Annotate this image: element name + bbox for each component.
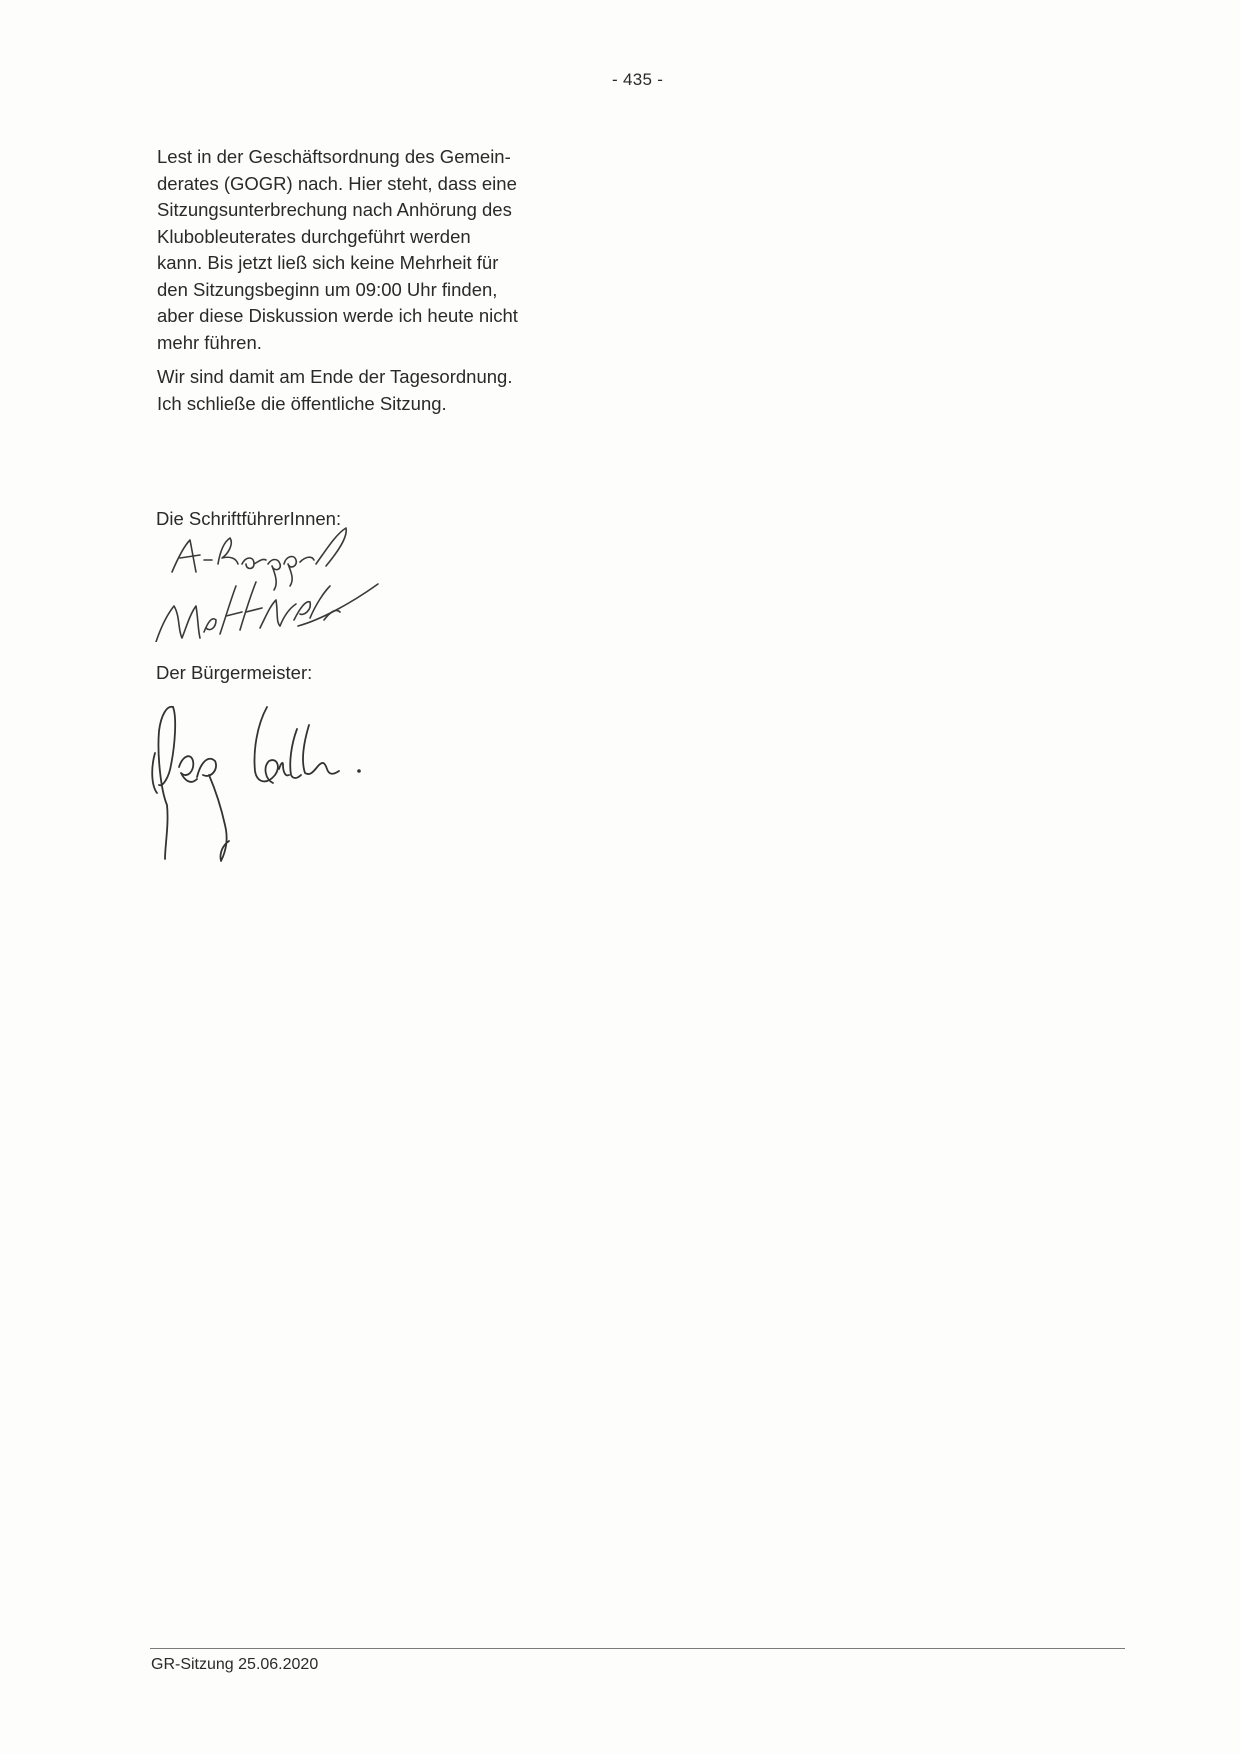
page-number: - 435 - <box>612 70 664 89</box>
text-line: aber diese Diskussion werde ich heute nicht <box>157 305 518 326</box>
text-line: Wir sind damit am Ende der Tagesordnung. <box>157 366 513 387</box>
text-line: derates (GOGR) nach. Hier steht, dass eine <box>157 172 517 194</box>
text-line: den Sitzungsbeginn um 09:00 Uhr finden, <box>157 278 498 300</box>
session-end-paragraph <box>157 364 617 417</box>
text-line: Ich schließe die öffentliche Sitzung. <box>157 392 447 414</box>
clerks-signature-label: Die SchriftführerInnen: <box>156 508 342 529</box>
mayor-signature <box>145 695 395 865</box>
clerks-signature <box>150 520 390 642</box>
closing-paragraph <box>157 144 617 356</box>
text-line: mehr führen. <box>157 331 262 353</box>
text-line: Klubobleuterates durchgeführt werden <box>157 225 471 247</box>
text-line: Sitzungsunterbrechung nach Anhörung des <box>157 199 512 220</box>
text-line: kann. Bis jetzt ließ sich keine Mehrheit für <box>157 252 499 273</box>
footer-divider <box>150 1648 1125 1649</box>
footer-session-date: GR-Sitzung 25.06.2020 <box>151 1656 319 1673</box>
text-line: Lest in der Geschäftsordnung des Gemein- <box>157 146 511 167</box>
mayor-signature-label: Der Bürgermeister: <box>156 662 313 683</box>
